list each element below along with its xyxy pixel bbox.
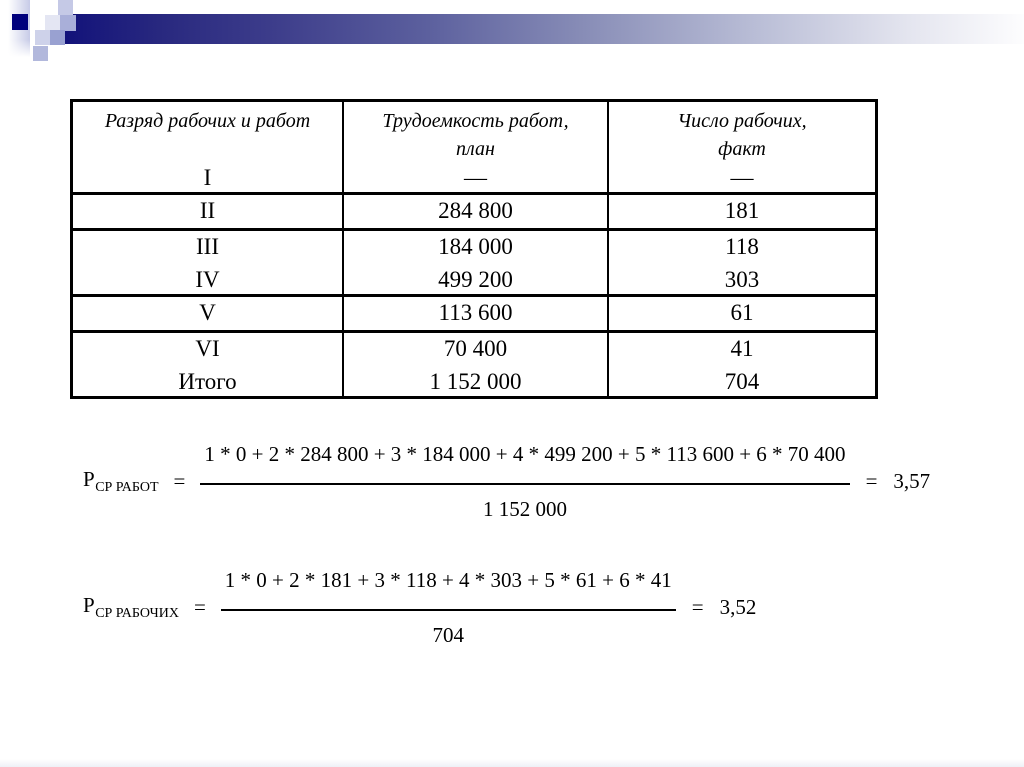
- table-cell: 284 800: [342, 195, 607, 228]
- column-title-text: Разряд рабочих и работ: [104, 110, 311, 132]
- column-title-text: план: [456, 138, 495, 160]
- formula-label-subscript: СР РАБОЧИХ: [95, 606, 179, 622]
- table-row: [73, 228, 875, 294]
- table-cell-line: 70 400: [443, 336, 508, 361]
- column-title: [73, 102, 342, 135]
- column-title-text: Трудоемкость работ,: [382, 110, 569, 132]
- table-cell: 181: [607, 195, 875, 228]
- formula-label: [83, 593, 179, 622]
- formula-result: 3,57: [893, 469, 931, 493]
- equals-sign: =: [193, 595, 206, 619]
- deco-square: [35, 30, 50, 45]
- formula-avg-work-grade: [83, 441, 930, 522]
- formula-label-subscript: СР РАБОТ: [95, 480, 159, 496]
- fraction: [221, 567, 676, 648]
- equals-sign: =: [865, 469, 878, 493]
- column-title-text: Число рабочих,: [677, 110, 807, 132]
- col-header-workers-fact: [607, 102, 875, 195]
- equals-sign: =: [173, 469, 186, 493]
- deco-square: [50, 30, 65, 45]
- fraction: [200, 441, 849, 522]
- deco-navy-square: [12, 14, 28, 30]
- table-cell: —: [730, 165, 754, 190]
- table-cell: [607, 333, 875, 399]
- table-cell-line: III: [196, 234, 219, 259]
- table-cell: [73, 231, 342, 297]
- table-cell-line: 704: [724, 369, 760, 394]
- equals-sign: =: [691, 595, 704, 619]
- fraction-denominator: 1 152 000: [482, 497, 567, 521]
- table-row: [73, 192, 875, 228]
- formula-result: 3,52: [719, 595, 757, 619]
- table-cell: V: [199, 300, 216, 325]
- table-cell-line: 499 200: [438, 267, 513, 292]
- table-cell-line: Итого: [178, 369, 237, 394]
- table-header-row: [73, 102, 875, 192]
- fraction-numerator: 1 * 0 + 2 * 284 800 + 3 * 184 000 + 4 * 499 200 + 5 * 113 600 + 6 * 70 400: [200, 441, 849, 485]
- fraction-numerator: 1 * 0 + 2 * 181 + 3 * 118 + 4 * 303 + 5 * 61 + 6 * 41: [221, 567, 676, 611]
- table-cell-line: 303: [724, 267, 760, 292]
- column-title: [609, 102, 875, 163]
- table-cell-line: 184 000: [438, 234, 513, 259]
- col-header-labor-plan: [342, 102, 607, 195]
- table-cell-line: 1 152 000: [429, 369, 522, 394]
- table-cell: II: [199, 198, 216, 223]
- table-cell: 61: [607, 297, 875, 330]
- fraction-denominator: 704: [432, 623, 465, 647]
- deco-square: [33, 46, 48, 61]
- table-cell-line: 118: [725, 234, 759, 259]
- table-cell: [342, 231, 607, 297]
- table-cell: [342, 333, 607, 399]
- table-cell-line: IV: [195, 267, 220, 292]
- table-row: [73, 330, 875, 396]
- table-cell: —: [464, 165, 487, 190]
- formula-label-base: Р: [83, 592, 96, 617]
- deco-square: [45, 15, 60, 30]
- column-title: [344, 102, 607, 163]
- table-cell: I: [203, 165, 212, 190]
- column-title-text: факт: [718, 138, 766, 160]
- table-cell: 113 600: [342, 297, 607, 330]
- table-row: [73, 294, 875, 330]
- deco-square: [58, 0, 73, 15]
- header-gradient-bar: [63, 14, 1024, 44]
- formula-label-base: Р: [83, 466, 96, 491]
- table-cell: [73, 333, 342, 399]
- col-header-grade: [73, 102, 342, 195]
- formula-avg-worker-grade: [83, 567, 756, 648]
- deco-square: [60, 15, 76, 31]
- grade-table: [70, 99, 878, 399]
- formula-label: [83, 467, 159, 496]
- table-cell-line: 41: [730, 336, 754, 361]
- table-cell-line: VI: [195, 336, 220, 361]
- footer-bar: [0, 759, 1024, 767]
- table-cell: [607, 231, 875, 297]
